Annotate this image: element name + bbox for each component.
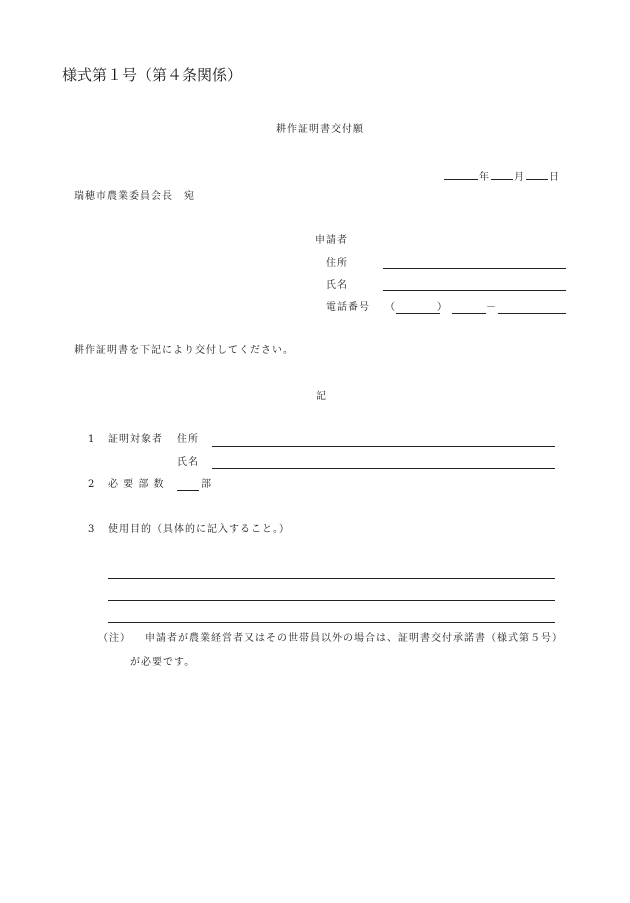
item2-number: 2	[88, 479, 96, 490]
date-line	[443, 170, 560, 183]
copies-field[interactable]	[177, 490, 199, 491]
document-title: 耕作証明書交付願	[276, 124, 364, 135]
day-label: 日	[549, 172, 560, 183]
applicant-name-field[interactable]	[383, 290, 566, 291]
applicant-heading: 申請者	[315, 235, 348, 246]
phone-close-paren: ）	[437, 302, 448, 313]
item1-name-field[interactable]	[212, 468, 555, 469]
item1-label: 証明対象者	[108, 434, 163, 445]
item1-address-label: 住所	[177, 434, 199, 445]
purpose-line-3[interactable]	[108, 622, 555, 623]
year-blank[interactable]	[444, 170, 478, 180]
applicant-name-label: 氏名	[326, 280, 348, 291]
form-number: 様式第１号（第４条関係）	[62, 66, 243, 84]
note-mark: （注）	[98, 633, 131, 644]
item2-label: 必 要 部 数	[108, 479, 165, 490]
addressee: 瑞穂市農業委員会長 宛	[74, 191, 195, 202]
applicant-phone-label: 電話番号	[326, 302, 370, 313]
phone-exchange-field[interactable]	[452, 313, 486, 314]
phone-open-paren: （	[385, 302, 396, 313]
item3-number: 3	[88, 524, 96, 535]
phone-dash: －	[486, 302, 497, 313]
note-line-1: 申請者が農業経営者又はその世帯員以外の場合は、証明書交付承諾書（様式第５号）	[145, 633, 563, 644]
note-line-2: が必要です。	[130, 657, 196, 668]
purpose-line-1[interactable]	[108, 578, 555, 579]
phone-area-code-field[interactable]	[396, 313, 440, 314]
applicant-address-label: 住所	[326, 258, 348, 269]
item1-number: 1	[88, 434, 96, 445]
month-blank[interactable]	[491, 170, 513, 180]
copies-unit: 部	[201, 479, 212, 490]
month-label: 月	[514, 172, 525, 183]
item3-label: 使用目的（具体的に記入すること。）	[108, 524, 290, 535]
day-blank[interactable]	[526, 170, 548, 180]
phone-number-field[interactable]	[498, 313, 566, 314]
year-label: 年	[479, 172, 490, 183]
ki-heading: 記	[316, 391, 327, 402]
item1-name-label: 氏名	[177, 457, 199, 468]
applicant-address-field[interactable]	[383, 268, 566, 269]
item1-address-field[interactable]	[212, 446, 555, 447]
purpose-line-2[interactable]	[108, 600, 555, 601]
request-text: 耕作証明書を下記により交付してください。	[74, 345, 294, 356]
